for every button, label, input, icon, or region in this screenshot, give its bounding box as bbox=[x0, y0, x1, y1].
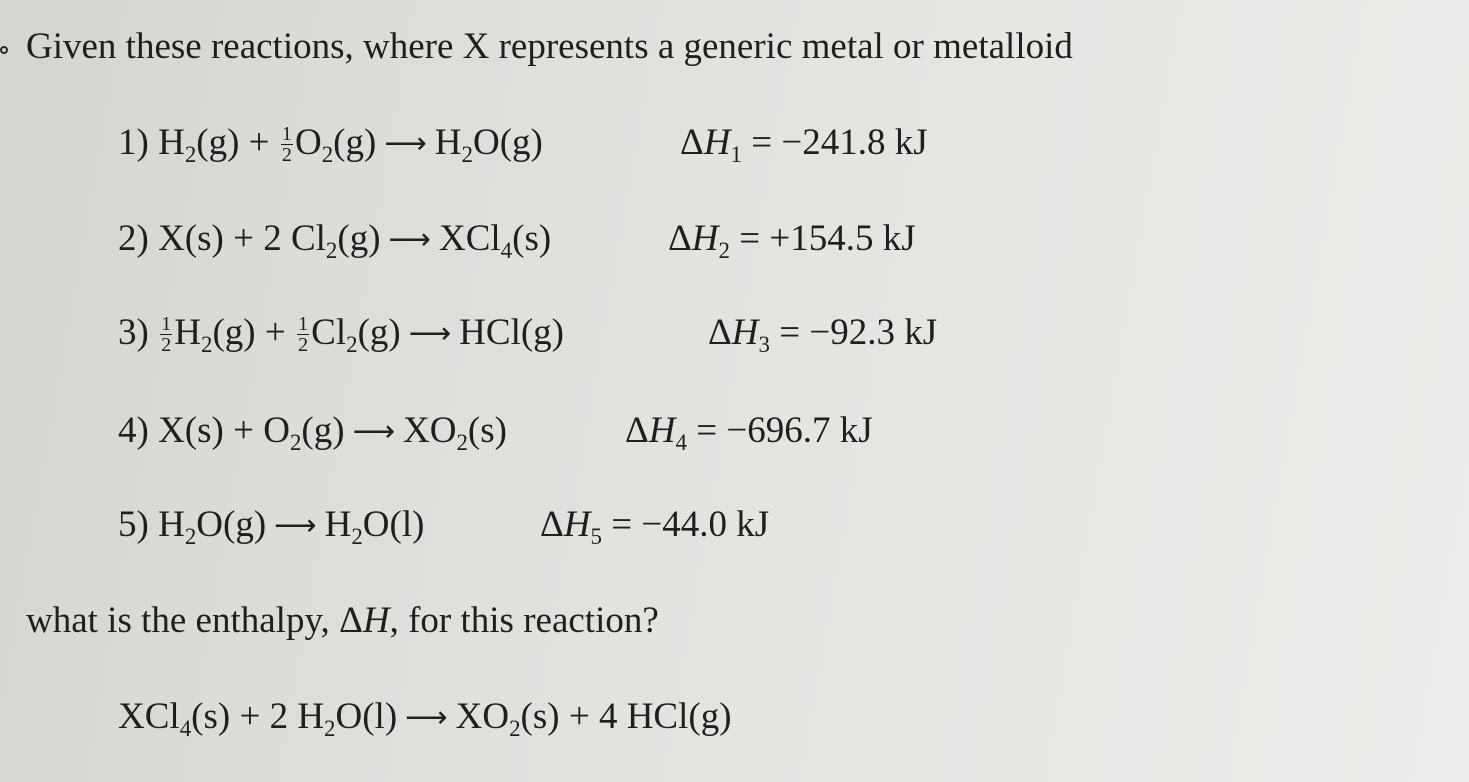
reaction-arrow-icon: ⟶ bbox=[352, 414, 395, 449]
list-bullet-icon bbox=[0, 46, 8, 54]
question-text: what is the enthalpy, ΔH, for this reaction? bbox=[26, 600, 659, 641]
reaction-arrow-icon: ⟶ bbox=[388, 222, 431, 257]
enthalpy-5: $\Delta H_5 = -44.0$ kJ bbox=[540, 504, 770, 550]
reaction-arrow-icon: ⟶ bbox=[408, 316, 452, 351]
reaction-arrow-icon: ⟶ bbox=[274, 508, 317, 543]
fraction-half: $\frac{1}{2}$ bbox=[161, 312, 172, 356]
enthalpy-2: $\Delta H_2 = +154.5$ kJ bbox=[668, 218, 916, 264]
reaction-arrow-icon: ⟶ bbox=[405, 700, 448, 735]
enthalpy-4: $\Delta H_4 = -696.7$ kJ bbox=[625, 410, 873, 456]
target-reaction: XCl$_4$(s) + 2 $H_2O(l)$ ⟶ $XO_2(s) + 4$ HCl(g) bbox=[118, 696, 732, 742]
reaction-number: 5) bbox=[118, 504, 149, 545]
enthalpy-1: $\Delta H_1 = -241.8$ kJ bbox=[680, 122, 928, 168]
reaction-1: 1) $H_2(g)$ + $\frac{1}{2}$ $O_2(g)$ ⟶ $H_2O(g)$ bbox=[118, 122, 543, 168]
enthalpy-3: $\Delta H_3 = -92.3$ kJ bbox=[708, 312, 938, 358]
reaction-4: 4) $X(s) + O_2(g)$ ⟶ $XO_2(s)$ bbox=[118, 410, 507, 456]
reaction-number: 2) bbox=[118, 218, 149, 259]
reaction-5: 5) $H_2O(g)$ ⟶ $H_2O(l)$ bbox=[118, 504, 425, 550]
reaction-number: 1) bbox=[118, 122, 149, 163]
reaction-number: 3) bbox=[118, 312, 149, 353]
reaction-number: 4) bbox=[118, 410, 149, 451]
reaction-arrow-icon: ⟶ bbox=[384, 126, 427, 161]
fraction-half: $\frac{1}{2}$ bbox=[281, 122, 292, 166]
reaction-3: 3) $\frac{1}{2}$ $H_2(g)$ + $\frac{1}{2}$ $Cl_2(g)$ ⟶ HCl(g) bbox=[118, 312, 564, 358]
fraction-half: $\frac{1}{2}$ bbox=[297, 312, 309, 356]
reaction-2: 2) X(s) + 2 $Cl_2(g)$ ⟶ XCl$_4$(s) bbox=[118, 218, 552, 264]
question-header: Given these reactions, where X represents a generic metal or metalloid bbox=[26, 26, 1073, 67]
